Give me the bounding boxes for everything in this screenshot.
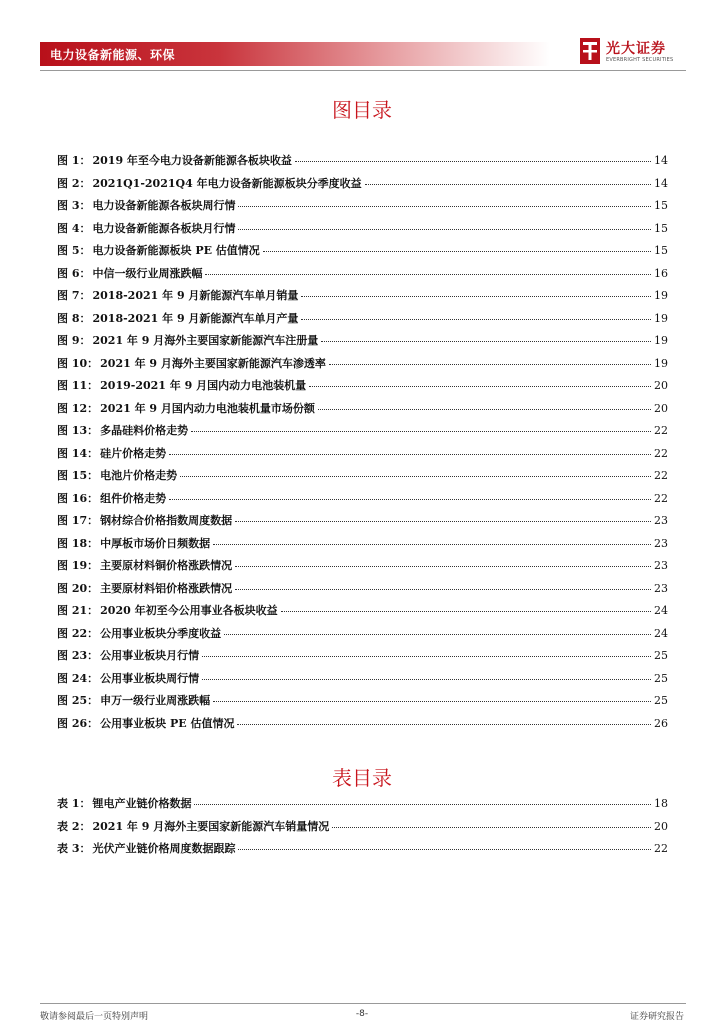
- toc-item-label: 图 2：: [57, 176, 91, 190]
- toc-dot-leader: [238, 205, 651, 207]
- toc-item-label: 表 3：: [57, 842, 91, 855]
- toc-item-page: 19: [654, 334, 668, 347]
- toc-item-page: 23: [654, 536, 668, 550]
- figure-toc-item[interactable]: [57, 220, 668, 243]
- toc-item-label: 图 4：: [57, 221, 91, 235]
- toc-dot-leader: [235, 520, 651, 522]
- footer-divider: [40, 1003, 686, 1004]
- toc-dot-leader: [191, 430, 651, 432]
- toc-item-label: 表 2：: [57, 819, 91, 833]
- toc-item-title: 2021 年 9 月国内动力电池装机量市场份额: [100, 401, 315, 415]
- toc-dot-leader: [309, 385, 651, 387]
- toc-item-label: 图 19：: [57, 559, 99, 572]
- figure-toc-item[interactable]: [57, 265, 668, 288]
- toc-dot-leader: [318, 408, 651, 410]
- toc-item-title: 中信一级行业周涨跌幅: [92, 266, 203, 280]
- toc-item-title: 钢材综合价格指数周度数据: [100, 514, 233, 527]
- toc-item-title: 2021Q1-2021Q4 年电力设备新能源板块分季度收益: [92, 176, 362, 190]
- toc-item-page: 23: [654, 514, 668, 527]
- toc-item-label: 图 14：: [57, 446, 99, 460]
- toc-dot-leader: [235, 565, 651, 567]
- toc-item-label: 图 5：: [57, 244, 91, 257]
- toc-item-title: 公用事业板块周行情: [100, 671, 200, 685]
- toc-item-page: 20: [654, 819, 668, 833]
- figure-toc-item[interactable]: [57, 512, 668, 535]
- toc-item-page: 22: [654, 446, 668, 460]
- toc-dot-leader: [281, 610, 651, 612]
- toc-item-page: 25: [654, 671, 668, 685]
- toc-dot-leader: [169, 498, 651, 500]
- toc-item-page: 25: [654, 649, 668, 662]
- figure-toc-item[interactable]: [57, 332, 668, 355]
- toc-item-title: 主要原材料铝价格涨跌情况: [100, 581, 233, 595]
- toc-item-page: 22: [654, 842, 668, 855]
- toc-item-label: 图 17：: [57, 514, 99, 527]
- figure-toc-item[interactable]: [57, 692, 668, 715]
- toc-item-label: 图 12：: [57, 401, 99, 415]
- brand-mark-icon: [580, 38, 600, 64]
- figure-toc-item[interactable]: [57, 310, 668, 333]
- figure-toc-item[interactable]: [57, 445, 668, 468]
- toc-item-title: 2021 年 9 月海外主要国家新能源汽车注册量: [92, 334, 319, 347]
- toc-item-title: 2018-2021 年 9 月新能源汽车单月产量: [92, 311, 299, 325]
- toc-item-page: 15: [654, 244, 668, 257]
- toc-dot-leader: [180, 475, 651, 477]
- toc-item-label: 图 20：: [57, 581, 99, 595]
- toc-dot-leader: [202, 655, 651, 657]
- toc-dot-leader: [263, 250, 651, 252]
- toc-item-page: 19: [654, 311, 668, 325]
- toc-dot-leader: [321, 340, 651, 342]
- toc-item-page: 22: [654, 424, 668, 437]
- figure-toc-item[interactable]: [57, 467, 668, 490]
- toc-dot-leader: [235, 588, 651, 590]
- toc-item-title: 2019 年至今电力设备新能源各板块收益: [92, 154, 292, 167]
- toc-item-page: 25: [654, 694, 668, 707]
- toc-item-title: 公用事业板块月行情: [100, 649, 200, 662]
- table-toc-item[interactable]: [57, 795, 668, 818]
- figure-toc-item[interactable]: [57, 715, 668, 738]
- toc-item-label: 图 16：: [57, 491, 99, 505]
- toc-item-label: 图 21：: [57, 604, 99, 617]
- toc-item-label: 图 7：: [57, 289, 91, 302]
- toc-dot-leader: [202, 678, 651, 680]
- toc-item-page: 20: [654, 379, 668, 392]
- toc-item-title: 2018-2021 年 9 月新能源汽车单月销量: [92, 289, 299, 302]
- brand-name-en: EVERBRIGHT SECURITIES: [606, 57, 674, 63]
- toc-dot-leader: [213, 700, 651, 702]
- figure-toc-item[interactable]: [57, 287, 668, 310]
- toc-dot-leader: [332, 826, 651, 828]
- toc-item-label: 图 3：: [57, 199, 91, 212]
- toc-item-title: 电力设备新能源板块 PE 估值情况: [92, 244, 260, 257]
- toc-item-title: 2021 年 9 月海外主要国家新能源汽车销量情况: [92, 819, 330, 833]
- toc-item-page: 15: [654, 199, 668, 212]
- toc-item-page: 14: [654, 154, 668, 167]
- toc-item-label: 图 9：: [57, 334, 91, 347]
- toc-item-page: 24: [654, 626, 668, 640]
- toc-item-title: 公用事业板块分季度收益: [100, 626, 222, 640]
- toc-dot-leader: [213, 543, 651, 545]
- toc-dot-leader: [224, 633, 651, 635]
- figure-toc-item[interactable]: [57, 152, 668, 175]
- toc-item-label: 图 24：: [57, 671, 99, 685]
- table-toc-item[interactable]: [57, 840, 668, 863]
- figure-toc-item[interactable]: [57, 647, 668, 670]
- toc-item-title: 电力设备新能源各板块月行情: [92, 221, 236, 235]
- brand-name: 光大证券: [606, 41, 666, 57]
- figure-toc-item[interactable]: [57, 557, 668, 580]
- figure-toc-title: 图目录: [332, 98, 392, 122]
- toc-item-label: 图 18：: [57, 536, 99, 550]
- toc-item-title: 组件价格走势: [100, 491, 167, 505]
- page-number: -8-: [355, 1009, 369, 1019]
- toc-dot-leader: [365, 183, 651, 185]
- figure-toc-item[interactable]: [57, 535, 668, 558]
- toc-dot-leader: [301, 295, 651, 297]
- figure-toc-item[interactable]: [57, 242, 668, 265]
- figure-toc-item[interactable]: [57, 377, 668, 400]
- figure-toc-item[interactable]: [57, 175, 668, 198]
- toc-item-title: 中厚板市场价日频数据: [100, 536, 211, 550]
- figure-toc-list: [57, 152, 668, 737]
- toc-item-label: 图 11：: [57, 379, 99, 392]
- toc-item-page: 26: [654, 716, 668, 730]
- toc-item-page: 24: [654, 604, 668, 617]
- figure-toc-item[interactable]: [57, 670, 668, 693]
- toc-item-label: 图 25：: [57, 694, 99, 707]
- toc-item-label: 图 26：: [57, 716, 99, 730]
- figure-toc-item[interactable]: [57, 355, 668, 378]
- toc-item-label: 表 1：: [57, 797, 91, 810]
- toc-item-page: 16: [654, 266, 668, 280]
- toc-item-label: 图 15：: [57, 469, 99, 482]
- toc-dot-leader: [237, 723, 651, 725]
- table-toc-list: [57, 795, 668, 863]
- toc-item-title: 2021 年 9 月海外主要国家新能源汽车渗透率: [100, 356, 326, 370]
- figure-toc-item[interactable]: [57, 625, 668, 648]
- footer-disclaimer: 敬请参阅最后一页特别声明: [40, 1012, 149, 1022]
- toc-item-title: 多晶硅料价格走势: [100, 424, 189, 437]
- brand-logo: [580, 38, 690, 68]
- figure-toc-item[interactable]: [57, 422, 668, 445]
- figure-toc-item[interactable]: [57, 400, 668, 423]
- header-category: 电力设备新能源、环保: [50, 48, 176, 62]
- toc-item-title: 硅片价格走势: [100, 446, 167, 460]
- toc-item-title: 光伏产业链价格周度数据跟踪: [92, 842, 236, 855]
- footer-report-type: 证券研究报告: [629, 1012, 684, 1022]
- header-divider: [40, 70, 686, 71]
- toc-item-label: 图 6：: [57, 266, 91, 280]
- toc-item-page: 22: [654, 491, 668, 505]
- toc-dot-leader: [295, 160, 651, 162]
- toc-item-page: 14: [654, 176, 668, 190]
- toc-item-label: 图 23：: [57, 649, 99, 662]
- toc-item-title: 2020 年初至今公用事业各板块收益: [100, 604, 278, 617]
- toc-item-label: 图 22：: [57, 626, 99, 640]
- toc-item-page: 22: [654, 469, 668, 482]
- toc-item-page: 18: [654, 797, 668, 810]
- toc-item-label: 图 10：: [57, 356, 99, 370]
- toc-dot-leader: [301, 318, 651, 320]
- toc-item-title: 2019-2021 年 9 月国内动力电池装机量: [100, 379, 307, 392]
- toc-item-label: 图 13：: [57, 424, 99, 437]
- toc-dot-leader: [205, 273, 651, 275]
- table-toc-item[interactable]: [57, 818, 668, 841]
- toc-dot-leader: [238, 228, 651, 230]
- toc-item-label: 图 8：: [57, 311, 91, 325]
- toc-item-title: 申万一级行业周涨跌幅: [100, 694, 211, 707]
- toc-item-page: 19: [654, 289, 668, 302]
- figure-toc-item[interactable]: [57, 490, 668, 513]
- table-toc-title: 表目录: [332, 766, 392, 790]
- toc-item-title: 主要原材料铜价格涨跌情况: [100, 559, 233, 572]
- toc-item-label: 图 1：: [57, 154, 91, 167]
- toc-item-title: 电力设备新能源各板块周行情: [92, 199, 236, 212]
- toc-item-title: 电池片价格走势: [100, 469, 178, 482]
- toc-item-title: 公用事业板块 PE 估值情况: [100, 716, 235, 730]
- toc-item-page: 19: [654, 356, 668, 370]
- toc-item-page: 23: [654, 559, 668, 572]
- figure-toc-item[interactable]: [57, 197, 668, 220]
- toc-dot-leader: [329, 363, 651, 365]
- toc-item-page: 23: [654, 581, 668, 595]
- toc-dot-leader: [169, 453, 651, 455]
- toc-item-page: 20: [654, 401, 668, 415]
- figure-toc-item[interactable]: [57, 602, 668, 625]
- toc-dot-leader: [194, 803, 651, 805]
- toc-dot-leader: [238, 848, 651, 850]
- figure-toc-item[interactable]: [57, 580, 668, 603]
- toc-item-page: 15: [654, 221, 668, 235]
- toc-item-title: 锂电产业链价格数据: [92, 797, 192, 810]
